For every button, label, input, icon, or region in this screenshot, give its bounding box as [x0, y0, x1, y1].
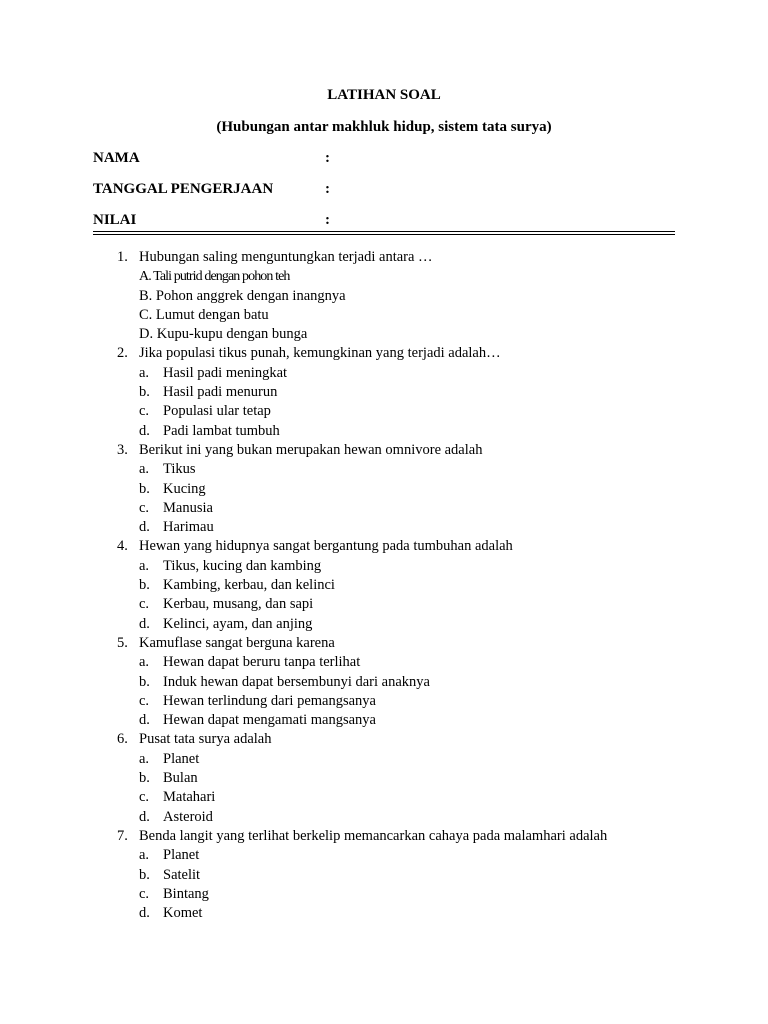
- option-text: Bintang: [163, 885, 209, 902]
- field-separator-nama: :: [325, 150, 330, 166]
- option-text: Populasi ular tetap: [163, 403, 271, 420]
- answer-option: [0, 750, 768, 769]
- option-text: Induk hewan dapat bersembunyi dari anaknya: [163, 673, 430, 690]
- option-text: Tikus: [163, 461, 196, 478]
- answer-option: [0, 692, 768, 711]
- option-text: Planet: [163, 847, 200, 864]
- question-text: Jika populasi tikus punah, kemungkinan yang terjadi adalah…: [139, 345, 501, 362]
- question-number: 6.: [117, 731, 128, 748]
- answer-option: [0, 788, 768, 807]
- question-number: 3.: [117, 441, 128, 458]
- answer-option: [0, 287, 768, 306]
- field-label-tanggal: TANGGAL PENGERJAAN: [93, 181, 274, 197]
- option-text: D. Kupu-kupu dengan bunga: [139, 326, 308, 343]
- option-letter: a.: [139, 750, 150, 767]
- question-number: 1.: [117, 249, 128, 265]
- answer-option: [0, 595, 768, 614]
- option-text: Kerbau, musang, dan sapi: [163, 596, 314, 613]
- option-text: Planet: [163, 750, 200, 767]
- option-text: Kucing: [163, 480, 206, 497]
- question-list: [0, 248, 768, 923]
- option-letter: a.: [139, 654, 150, 671]
- question-item: [0, 730, 768, 749]
- answer-option: [0, 711, 768, 730]
- question-text: Hewan yang hidupnya sangat bergantung pada tumbuhan adalah: [139, 538, 513, 555]
- option-text: Hasil padi menurun: [163, 384, 278, 401]
- answer-option: [0, 306, 768, 325]
- option-text: Hewan terlindung dari pemangsanya: [163, 692, 376, 709]
- option-text: C. Lumut dengan batu: [139, 306, 269, 323]
- answer-option: [0, 557, 768, 576]
- option-letter: b.: [139, 770, 150, 787]
- option-text: Manusia: [163, 499, 213, 516]
- page-subtitle: (Hubungan antar makhluk hidup, sistem tata surya): [216, 119, 552, 135]
- option-letter: c.: [139, 403, 150, 420]
- question-number: 5.: [117, 634, 128, 651]
- option-text: Tikus, kucing dan kambing: [163, 557, 322, 574]
- option-text: B. Pohon anggrek dengan inangnya: [139, 287, 346, 304]
- option-text: A. Tali putrid dengan pohon teh: [139, 269, 290, 285]
- answer-option: [0, 325, 768, 344]
- field-label-nama: NAMA: [93, 150, 140, 166]
- option-letter: a.: [139, 847, 150, 864]
- question-item: [0, 634, 768, 653]
- question-text: Hubungan saling menguntungkan terjadi antara …: [139, 249, 433, 265]
- question-item: [0, 344, 768, 363]
- answer-option: [0, 364, 768, 383]
- field-separator-tanggal: :: [325, 181, 330, 197]
- option-letter: d.: [139, 905, 150, 922]
- option-text: Hewan dapat beruru tanpa terlihat: [163, 654, 361, 671]
- question-item: [0, 537, 768, 556]
- question-item: [0, 827, 768, 846]
- option-text: Matahari: [163, 789, 216, 806]
- option-letter: b.: [139, 577, 150, 594]
- page-title: LATIHAN SOAL: [327, 87, 441, 103]
- answer-option: [0, 518, 768, 537]
- question-item: [0, 248, 768, 267]
- option-letter: c.: [139, 596, 150, 613]
- answer-option: [0, 383, 768, 402]
- answer-option: [0, 615, 768, 634]
- question-text: Kamuflase sangat berguna karena: [139, 634, 335, 651]
- answer-option: [0, 885, 768, 904]
- option-text: Hewan dapat mengamati mangsanya: [163, 712, 376, 729]
- option-text: Padi lambat tumbuh: [163, 422, 280, 439]
- option-letter: c.: [139, 789, 150, 806]
- option-letter: b.: [139, 673, 150, 690]
- question-number: 4.: [117, 538, 128, 555]
- question-text: Pusat tata surya adalah: [139, 731, 272, 748]
- answer-option: [0, 402, 768, 421]
- header-divider-bottom: [93, 234, 675, 235]
- option-text: Kambing, kerbau, dan kelinci: [163, 577, 335, 594]
- option-letter: c.: [139, 499, 150, 516]
- answer-option: [0, 267, 768, 286]
- option-letter: d.: [139, 422, 150, 439]
- option-letter: a.: [139, 364, 150, 381]
- option-letter: c.: [139, 885, 150, 902]
- field-label-nilai: NILAI: [93, 212, 137, 228]
- option-text: Kelinci, ayam, dan anjing: [163, 615, 313, 632]
- option-letter: c.: [139, 692, 150, 709]
- question-number: 2.: [117, 345, 128, 362]
- answer-option: [0, 422, 768, 441]
- answer-option: [0, 673, 768, 692]
- field-separator-nilai: :: [325, 212, 330, 228]
- answer-option: [0, 866, 768, 885]
- option-text: Satelit: [163, 866, 201, 883]
- option-letter: d.: [139, 712, 150, 729]
- option-letter: a.: [139, 557, 150, 574]
- option-letter: b.: [139, 866, 150, 883]
- answer-option: [0, 480, 768, 499]
- header-divider-top: [93, 231, 675, 232]
- option-text: Komet: [163, 905, 203, 922]
- question-number: 7.: [117, 827, 128, 844]
- question-text: Benda langit yang terlihat berkelip memancarkan cahaya pada malamhari adalah: [139, 827, 608, 844]
- answer-option: [0, 808, 768, 827]
- option-letter: b.: [139, 384, 150, 401]
- option-text: Asteroid: [163, 808, 213, 825]
- option-letter: b.: [139, 480, 150, 497]
- question-text: Berikut ini yang bukan merupakan hewan omnivore adalah: [139, 441, 483, 458]
- option-text: Hasil padi meningkat: [163, 364, 288, 381]
- answer-option: [0, 904, 768, 923]
- option-letter: d.: [139, 519, 150, 536]
- answer-option: [0, 769, 768, 788]
- answer-option: [0, 846, 768, 865]
- option-text: Bulan: [163, 770, 198, 787]
- answer-option: [0, 576, 768, 595]
- option-letter: d.: [139, 615, 150, 632]
- question-item: [0, 441, 768, 460]
- option-letter: d.: [139, 808, 150, 825]
- answer-option: [0, 499, 768, 518]
- option-text: Harimau: [163, 519, 214, 536]
- option-letter: a.: [139, 461, 150, 478]
- answer-option: [0, 460, 768, 479]
- answer-option: [0, 653, 768, 672]
